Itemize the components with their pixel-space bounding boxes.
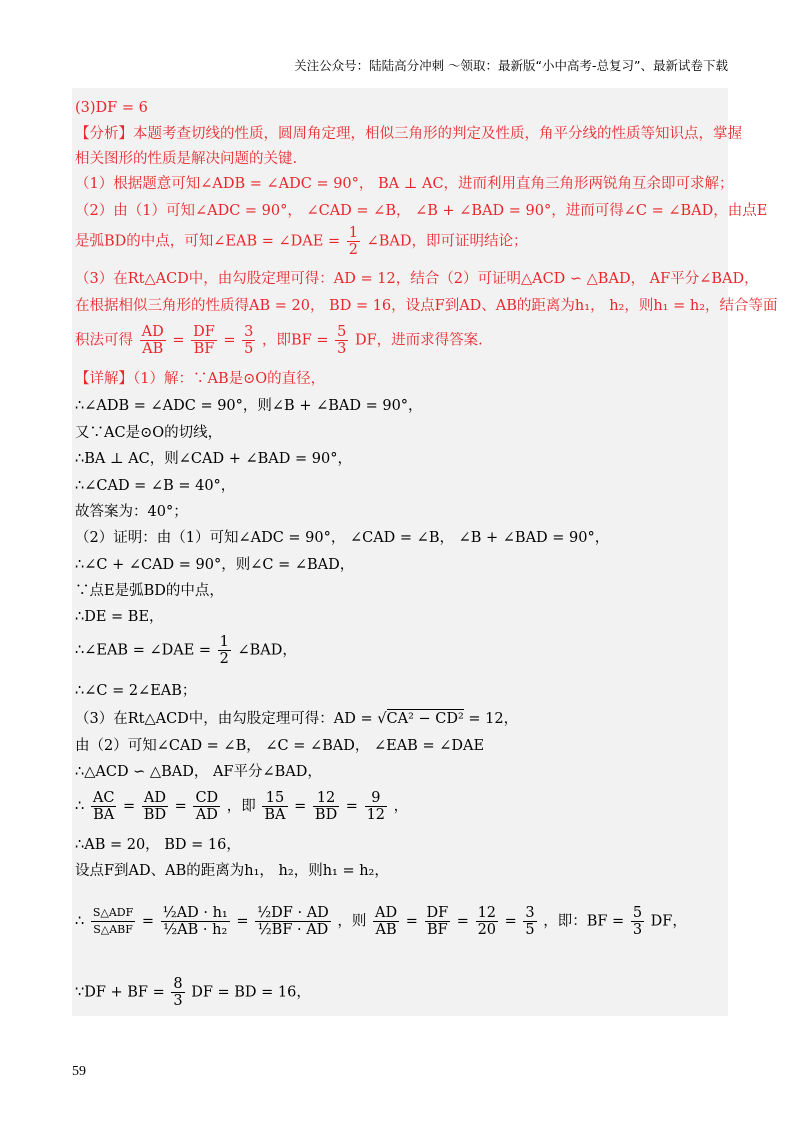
analysis-line: （3）在Rt△ACD中，由勾股定理可得：AD = 12，结合（2）可证明△ACD ∽ △BAD， AF平分∠BAD， (75, 271, 759, 287)
text: 是弧BD的中点，可知∠EAB = ∠DAE = (75, 233, 341, 250)
fraction: $\frac{AC}{BA}$ (92, 790, 115, 823)
detail-line (75, 634, 297, 667)
fraction: $\frac{12}{20}$ (477, 905, 497, 938)
analysis-line: （2）由（1）可知∠ADC = 90°， ∠CAD = ∠B， ∠B + ∠BAD = 90°，进而可得∠C = ∠BAD，由点E (75, 203, 768, 219)
text: DF = BD = 16， (191, 984, 311, 1001)
sqrt-symbol: √ (377, 711, 387, 727)
text: ，即BF = (262, 332, 329, 349)
text: ∠BAD， (237, 642, 297, 659)
fraction: $\frac{DF}{BF}$ (426, 905, 449, 938)
fraction: $\frac{AD}{BD}$ (143, 790, 167, 823)
detail-line: 故答案为：40°； (75, 504, 188, 520)
fraction: $\frac{3}{5}$ (244, 324, 254, 357)
fraction: $\frac{AD}{AB}$ (141, 324, 164, 357)
page-header: 关注公众号：陆陆高分冲刺 ～领取：最新版“小中高考-总复习”、最新试卷下载 (294, 58, 728, 73)
text: ∴∠EAB = ∠DAE = (75, 642, 212, 659)
detail-line: ∴ $\frac{AC}{BA}$ = $\frac{AD}{BD}$ = $\frac{CD}{AD}$ ，即 $\frac{15}{BA}$ = $\frac{12}{BD}$ = $\frac{9}{12}$ ， (75, 790, 409, 823)
detail-line (75, 976, 311, 1009)
detail-line: ∴∠CAD = ∠B = 40°， (75, 478, 236, 494)
detail-line: ∴△ACD ∽ △BAD， AF平分∠BAD， (75, 764, 322, 780)
fraction: $\frac{12}{BD}$ (314, 790, 338, 823)
fraction: $\frac{5}{3}$ (632, 905, 643, 938)
text: ，即 (226, 798, 256, 815)
text: ∴ (75, 913, 85, 930)
analysis-line: （1）根据题意可知∠ADB = ∠ADC = 90°， BA ⊥ AC，进而利用直角三角形两锐角互余即可求解； (75, 176, 734, 192)
page-number: 59 (72, 1064, 86, 1079)
text: 积法可得 (75, 332, 133, 349)
analysis-line: 相关图形的性质是解决问题的关键. (75, 151, 298, 167)
fraction: $\frac{9}{12}$ (366, 790, 386, 823)
text: DF，进而求得答案. (354, 332, 483, 349)
fraction: $\frac{\text{½DF · AD}}{\text{½BF · AD}}$ (257, 905, 329, 938)
fraction: $\frac{AD}{AB}$ (375, 905, 398, 938)
fraction: $\frac{CD}{AD}$ (195, 790, 219, 823)
detail-line: ∴∠C = 2∠EAB； (75, 683, 197, 699)
detail-line: ∴BA ⊥ AC，则∠CAD + ∠BAD = 90°， (75, 451, 352, 467)
fraction: $\frac{8}{3}$ (173, 976, 183, 1009)
text: 【详解】（1）解：∵AB是⊙O的直径， (75, 371, 326, 387)
text: = 12， (468, 711, 519, 727)
fraction: $\frac{\text{½AD · h₁}}{\text{½AB · h₂}}$ (162, 905, 228, 938)
detail-line: 又∵AC是⊙O的切线， (75, 425, 223, 441)
detail-line (75, 370, 325, 388)
fraction: $\frac{1}{2}$ (219, 634, 229, 667)
fraction: $\frac{1}{2}$ (348, 225, 358, 258)
text: DF， (650, 913, 687, 930)
detail-line: ∴∠C + ∠CAD = 90°，则∠C = ∠BAD， (75, 557, 355, 573)
text: ，则 (337, 913, 367, 930)
fraction: $\frac{3}{5}$ (525, 905, 535, 938)
detail-line: 设点F到AD、AB的距离为h₁， h₂，则h₁ = h₂， (75, 863, 389, 879)
detail-line: （2）证明：由（1）可知∠ADC = 90°， ∠CAD = ∠B， ∠B + ∠BAD = 90°， (75, 530, 610, 546)
detail-line: ∴∠ADB = ∠ADC = 90°，则∠B + ∠BAD = 90°， (75, 398, 423, 414)
sqrt-content: CA² − CD² (386, 711, 464, 727)
text: ∠BAD，即可证明结论； (366, 233, 528, 250)
detail-line: ∴DE = BE， (75, 609, 164, 625)
text: ∴ (75, 798, 85, 815)
fraction: $\frac{\text{S△ADF}}{\text{S△ABF}}$ (92, 906, 134, 936)
fraction: $\frac{DF}{BF}$ (193, 324, 215, 357)
text: ∵DF + BF = (75, 984, 165, 1001)
analysis-line: 在根据相似三角形的性质得AB = 20， BD = 16，设点F到AD、AB的距离为h₁， h₂，则h₁ = h₂，结合等面 (75, 298, 778, 314)
fraction: $\frac{15}{BA}$ (264, 790, 286, 823)
analysis-line: 积法可得 $\frac{AD}{AB}$ = $\frac{DF}{BF}$ = $\frac{3}{5}$ ，即BF = $\frac{5}{3}$ DF，进而求得答案. (75, 324, 483, 357)
answer-line: (3)DF = 6 (75, 100, 148, 116)
detail-line: ∵点E是弧BD的中点， (75, 583, 224, 599)
detail-line: ∴ $\frac{\text{S△ADF}}{\text{S△ABF}}$ = $\frac{\text{½AD · h₁}}{\text{½AB · h₂}}$ = $\frac{\text{½DF · AD}}{\text{½BF · AD}}$ ，则 $\frac{AD}{AB}$ = $\frac{DF}{BF}$ = $\frac{12}{20}$ = $\frac{3}{5}$ ，即：BF = $\frac{5}{3}$ DF， (75, 905, 687, 938)
detail-line (75, 710, 518, 728)
detail-line: ∴AB = 20， BD = 16， (75, 837, 241, 853)
analysis-line: 【分析】本题考查切线的性质，圆周角定理，相似三角形的判定及性质，角平分线的性质等知识点，掌握 (75, 126, 742, 142)
text: （3）在Rt△ACD中，由勾股定理可得：AD = (75, 711, 373, 727)
analysis-line (75, 225, 527, 258)
fraction: $\frac{5}{3}$ (337, 324, 347, 357)
text: ，即：BF = (543, 913, 625, 930)
text: ， (393, 798, 409, 815)
detail-line: 由（2）可知∠CAD = ∠B， ∠C = ∠BAD， ∠EAB = ∠DAE (75, 738, 485, 754)
